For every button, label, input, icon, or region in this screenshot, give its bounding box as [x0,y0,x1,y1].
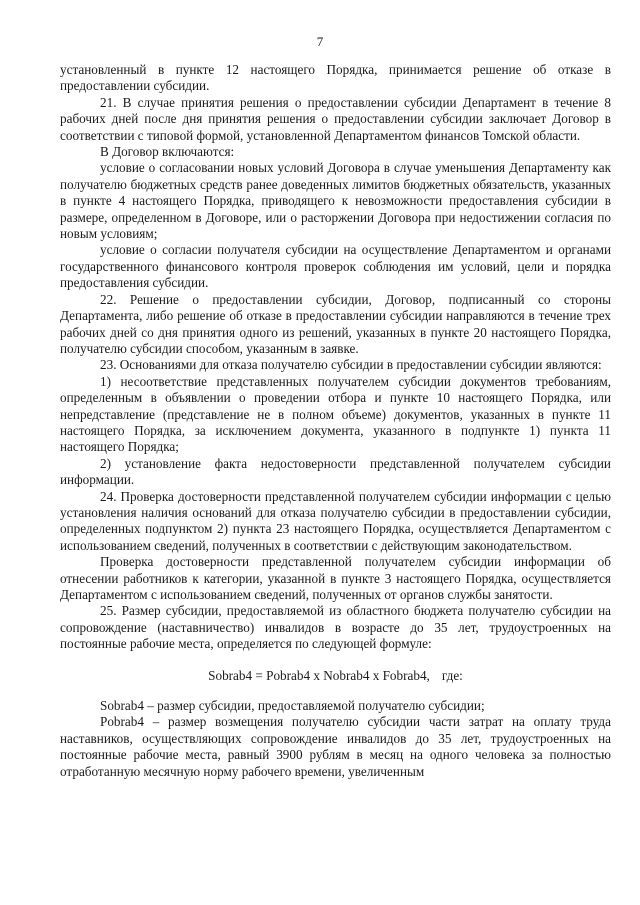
formula-expression: Sobrab4 = Pobrab4 x Nobrab4 x Fobrab4, [208,667,430,683]
definition-sobrab4: Sobrab4 – размер субсидии, предоставляемой получателю субсидии; [100,698,485,714]
paragraph-24: 24. Проверка достоверности представленной получателем субсидии информации с целью установления наличия оснований для отказа получателю субсидии в предоставлении субсидии, определенных подпунктом 2) пункта 23 настоящего Порядка, осуществляется Департаментом с использованием сведений, полученных в соответствии с действующим законодательством. [60,488,611,553]
paragraph-24-verification: Проверка достоверности представленной получателем субсидии информации об отнесении работников к категории, указанной в пункте 3 настоящего Порядка, осуществляется Департаментом с использованием сведений, полученных от органов службы занятости. [60,554,611,602]
formula-suffix: где: [441,667,463,683]
document-body [60,62,611,780]
page-number: 7 [316,34,324,49]
paragraph-22: 22. Решение о предоставлении субсидии, Договор, подписанный со стороны Департамента, либо решение об отказе в предоставлении субсидии направляются в течение трех рабочих дней со дня принятия одного из решений, указанных в пункте 20 настоящего Порядка, получателю субсидии способом, указанным в заявке. [60,291,611,356]
paragraph-condition-consent: условие о согласии получателя субсидии на осуществление Департаментом и органами государственного финансового контроля проверок соблюдения им условий, цели и порядка предоставления субсидии. [60,242,611,291]
paragraph-23: 23. Основаниями для отказа получателю субсидии в предоставлении субсидии являются: [100,357,602,373]
paragraph-21: 21. В случае принятия решения о предоставлении субсидии Департамент в течение 8 рабочих дней после дня принятия решения о предоставлении субсидии заключает Договор в соответствии с типовой формой, установленной Департаментом финансов Томской области. [60,94,611,143]
definition-pobrab4: Pobrab4 – размер возмещения получателю субсидии части затрат на оплату труда наставников, осуществляющих сопровождение инвалидов до 35 лет, трудоустроенных на постоянные рабочие места, равный 3900 рублям в месяц на одного человека за полностью отработанную месячную норму рабочего времени, увеличенным [60,714,611,779]
paragraph-condition-limits: условие о согласовании новых условий Договора в случае уменьшения Департаменту как получателю бюджетных средств ранее доведенных лимитов бюджетных обязательств, указанных в пункте 4 настоящего Порядка, приводящего к невозможности предоставления субсидии в размере, определенном в Договоре, или о расторжении Договора при недостижении согласия по новым условиям; [60,160,611,242]
paragraph-continuation: установленный в пункте 12 настоящего Порядка, принимается решение об отказе в предоставлении субсидии. [60,62,611,94]
paragraph-contract-includes: В Договор включаются: [100,144,235,160]
paragraph-23-item-2: 2) установление факта недостоверности представленной получателем субсидии информации. [60,455,611,488]
formula [60,653,611,698]
paragraph-23-item-1: 1) несоответствие представленных получателем субсидии документов требованиям, определенным в объявлении о проведении отбора и пункте 10 настоящего Порядка, или непредставление (представление не в полном объеме) документов, указанных в пункте 11 настоящего Порядка, за исключением документа, указанного в подпункте 1) пункта 11 настоящего Порядка; [60,373,611,455]
paragraph-25: 25. Размер субсидии, предоставляемой из областного бюджета получателю субсидии на сопровождение (наставничество) инвалидов в возрасте до 35 лет, трудоустроенных на постоянные рабочие места, определяется по следующей формуле: [60,603,611,652]
